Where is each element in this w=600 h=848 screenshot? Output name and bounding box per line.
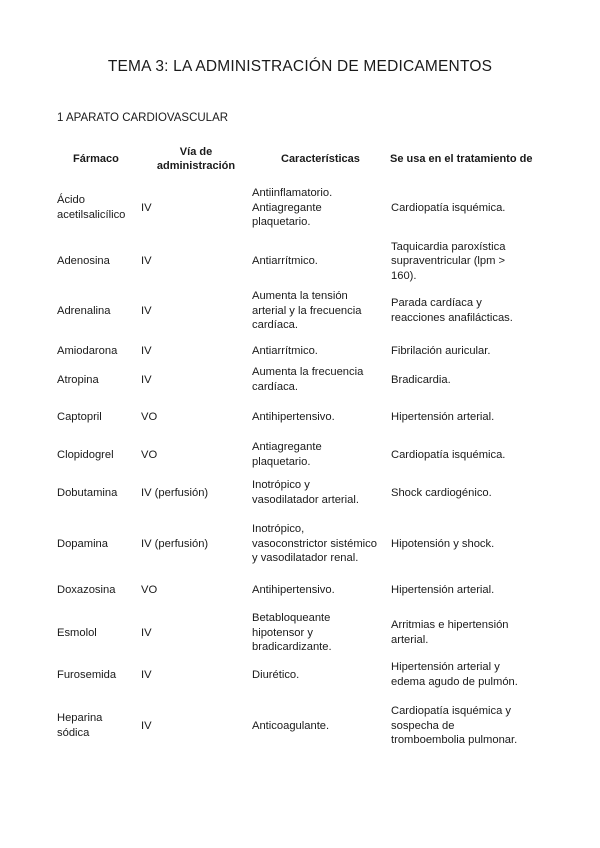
cell-route: VO (141, 410, 158, 423)
cell-drug: Adrenalina (57, 304, 111, 317)
cell-route: IV (141, 304, 152, 317)
cell-route: IV (141, 626, 152, 639)
cell-use: Parada cardíaca y reacciones anafilácticas. (391, 297, 513, 324)
cell-route: IV (141, 344, 152, 357)
cell-features: Antiagregante plaquetario. (252, 441, 322, 468)
header-drug: Fármaco (73, 152, 119, 165)
cell-features: Betabloqueante hipotensor y bradicardizante. (252, 612, 332, 654)
cell-route: IV (perfusión) (141, 537, 209, 550)
cell-route: IV (141, 255, 152, 268)
cell-use: Shock cardiogénico. (391, 486, 492, 499)
cell-features: Diurético. (252, 668, 300, 681)
cell-drug: Heparina sódica (57, 712, 103, 739)
cell-use: Hipotensión y shock. (391, 537, 495, 550)
cell-features: Aumenta la frecuencia cardíaca. (252, 366, 364, 393)
cell-drug: Captopril (57, 410, 102, 423)
cell-features: Antiarrítmico. (252, 255, 318, 268)
cell-use: Arritmias e hipertensión arterial. (391, 619, 509, 646)
table-row (57, 580, 557, 600)
cell-drug: Clopidogrel (57, 448, 114, 461)
drug-table (57, 141, 557, 747)
cell-route: VO (141, 448, 158, 461)
cell-use: Cardiopatía isquémica y sospecha de tromboembolia pulmonar. (391, 705, 518, 747)
cell-features: Aumenta la tensión arterial y la frecuencia cardíaca. (252, 290, 362, 332)
table-row (57, 407, 557, 427)
cell-use: Cardiopatía isquémica. (391, 448, 506, 461)
table-row (57, 477, 557, 509)
table-row (57, 364, 557, 396)
header-route: Vía de administración (156, 145, 236, 172)
table-header (57, 141, 557, 177)
cell-route: IV (perfusión) (141, 486, 209, 499)
cell-features: Anticoagulante. (252, 719, 330, 732)
cell-route: IV (141, 719, 152, 732)
cell-drug: Dobutamina (57, 486, 118, 499)
cell-route: VO (141, 583, 158, 596)
table-row (57, 182, 557, 234)
cell-drug: Furosemida (57, 668, 117, 681)
cell-features: Antihipertensivo. (252, 583, 335, 596)
table-row (57, 703, 557, 749)
cell-drug: Ácido acetilsalicílico (57, 194, 126, 221)
cell-drug: Dopamina (57, 537, 108, 550)
table-row (57, 237, 557, 286)
table-row (57, 341, 557, 361)
cell-features: Antihipertensivo. (252, 410, 335, 423)
cell-drug: Doxazosina (57, 583, 116, 596)
table-row (57, 659, 557, 691)
cell-drug: Atropina (57, 373, 99, 386)
table-row (57, 521, 557, 567)
table-row (57, 439, 557, 471)
cell-drug: Adenosina (57, 255, 110, 268)
document-title: TEMA 3: LA ADMINISTRACIÓN DE MEDICAMENTOS (107, 58, 493, 75)
cell-route: IV (141, 373, 152, 386)
cell-drug: Amiodarona (57, 344, 118, 357)
cell-use: Hipertensión arterial. (391, 410, 495, 423)
table-row (57, 610, 557, 656)
cell-use: Hipertensión arterial. (391, 583, 495, 596)
cell-route: IV (141, 668, 152, 681)
header-features: Características (281, 152, 360, 165)
cell-use: Bradicardia. (391, 373, 451, 386)
cell-route: IV (141, 201, 152, 214)
cell-use: Taquicardia paroxística supraventricular (lpm > 160). (391, 240, 506, 282)
header-use: Se usa en el tratamiento de (390, 152, 533, 165)
cell-use: Hipertensión arterial y edema agudo de pulmón. (391, 661, 518, 688)
cell-features: Antiarrítmico. (252, 344, 318, 357)
cell-use: Fibrilación auricular. (391, 344, 491, 357)
cell-use: Cardiopatía isquémica. (391, 201, 506, 214)
cell-features: Inotrópico, vasoconstrictor sistémico y vasodilatador renal. (252, 523, 377, 565)
table-row (57, 289, 557, 333)
cell-features: Inotrópico y vasodilatador arterial. (252, 479, 359, 506)
section-heading: 1 APARATO CARDIOVASCULAR (57, 112, 229, 124)
cell-features: Antiinflamatorio. Antiagregante plaquetario. (252, 187, 333, 229)
cell-drug: Esmolol (57, 626, 97, 639)
